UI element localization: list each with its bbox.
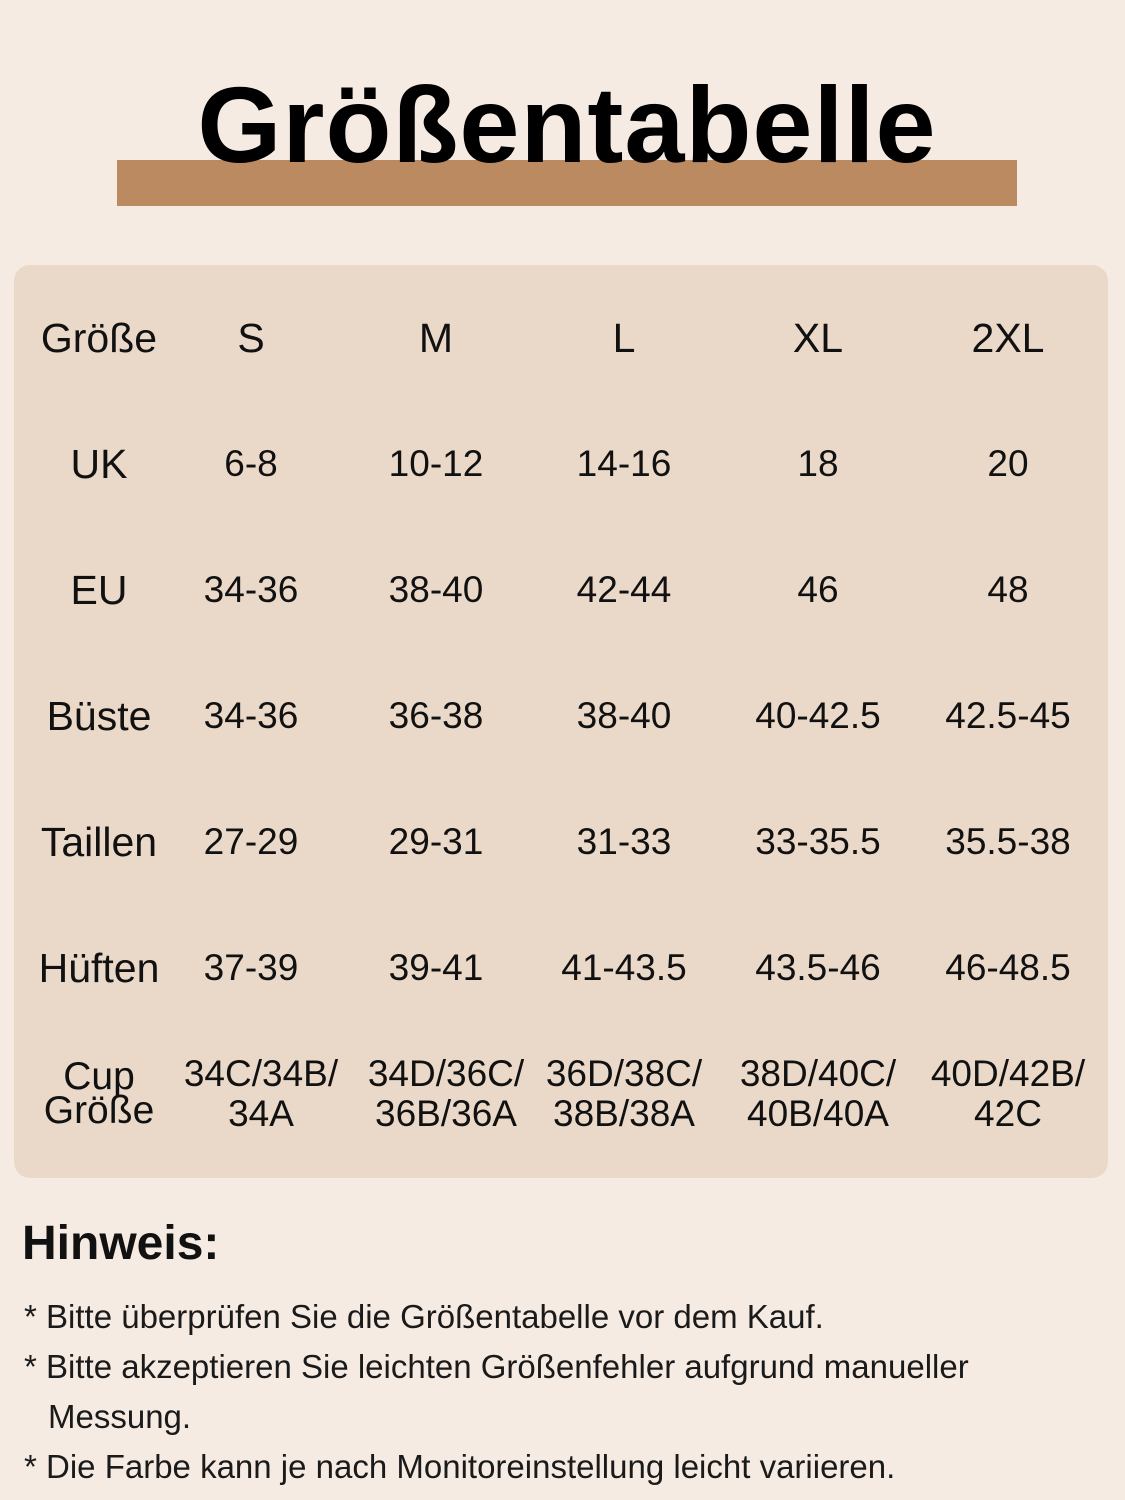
cup-value-line2: 36B/36A [375,1093,517,1134]
cup-value-line2: 38B/38A [553,1093,695,1134]
notes-section [22,1212,1112,1492]
size-table [14,265,1108,1178]
table-cell: 35.5-38 [945,821,1071,862]
table-cell: 14-16 [576,443,672,484]
cup-value-line1: 34D/36C/ [367,1053,525,1094]
cup-label-line1: Cup [63,1055,135,1098]
table-cell: 31-33 [576,821,672,862]
table-cell: 48 [987,569,1029,610]
cup-value-line1: 34C/34B/ [183,1053,339,1094]
table-cell: 37-39 [203,947,299,988]
cup-value-line2: 42C [974,1093,1042,1134]
table-cell [156,1031,366,1157]
row-label-size: Größe [40,315,158,361]
table-cell: 18 [797,443,839,484]
table-cell: 40-42.5 [755,695,881,736]
table-row [14,779,1108,905]
cup-value-line2: 40B/40A [747,1093,889,1134]
table-cell: 41-43.5 [561,947,687,988]
cup-value-line1: 40D/42B/ [930,1053,1086,1094]
cup-label-line2: Größe [43,1089,155,1132]
size-header-l: L [612,315,636,361]
row-label-hips: Hüften [38,945,160,991]
table-header-row [14,275,1108,401]
table-cell: 10-12 [388,443,484,484]
page-title: Größentabelle [197,64,937,185]
table-row [14,905,1108,1031]
table-cell: 34-36 [203,695,299,736]
row-label-eu: EU [70,567,128,613]
notes-title: Hinweis: [22,1217,220,1270]
table-cell: 38-40 [576,695,672,736]
row-label-bust: Büste [46,693,152,739]
table-cell: 42-44 [576,569,672,610]
table-cell: 34-36 [203,569,299,610]
table-cell [723,1031,913,1157]
note-item: * Die Farbe kann je nach Monitoreinstellung leicht variieren. [24,1448,896,1485]
cup-value-line1: 38D/40C/ [739,1053,897,1094]
size-header-m: M [418,315,454,361]
table-cell: 38-40 [388,569,484,610]
row-label-waist: Taillen [40,819,158,865]
table-cell: 27-29 [203,821,299,862]
table-cell: 42.5-45 [945,695,1071,736]
table-row [14,527,1108,653]
table-cell: 20 [987,443,1029,484]
table-row [14,401,1108,527]
table-cell [341,1031,551,1157]
table-cell: 46-48.5 [945,947,1071,988]
table-cell: 43.5-46 [755,947,881,988]
table-row-cup [14,1031,1108,1157]
cup-value-line2: 34A [228,1093,294,1134]
table-cell: 46 [797,569,839,610]
table-row [14,653,1108,779]
table-cell [529,1031,719,1157]
size-header-xl: XL [792,315,844,361]
note-item: * Bitte akzeptieren Sie leichten Größenfehler aufgrund manueller Messung. [24,1348,969,1435]
note-item: * Bitte überprüfen Sie die Größentabelle vor dem Kauf. [24,1298,824,1335]
table-cell: 29-31 [388,821,484,862]
table-cell: 36-38 [388,695,484,736]
table-cell: 33-35.5 [755,821,881,862]
size-header-s: S [237,315,265,361]
table-cell: 6-8 [224,443,278,484]
title-block [117,60,1017,206]
cup-value-line1: 36D/38C/ [545,1053,703,1094]
table-cell [913,1031,1103,1157]
size-header-2xl: 2XL [971,315,1045,361]
row-label-uk: UK [70,441,128,487]
table-cell: 39-41 [388,947,484,988]
